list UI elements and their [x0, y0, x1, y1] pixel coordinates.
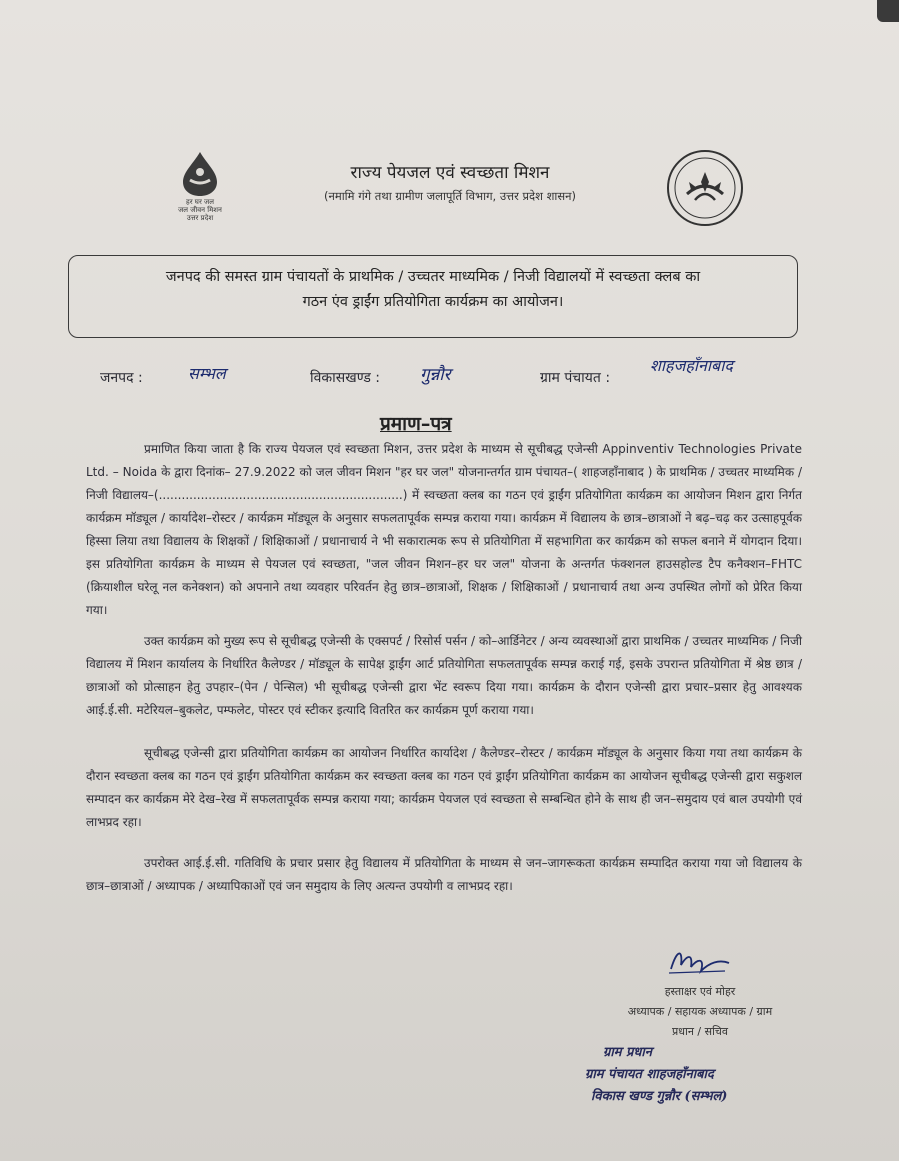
stamp-line-1: ग्राम प्रधान	[603, 1045, 652, 1060]
signature-block	[590, 945, 810, 1042]
district-label: जनपद :	[100, 370, 143, 386]
paragraph-1: प्रमाणित किया जाता है कि राज्य पेयजल एवं स्वच्छता मिशन, उत्तर प्रदेश के माध्यम से सूचीबद्ध एजेन्सी Appinventiv Technologies Private Ltd. – Noida के द्वारा दिनांक– 27.9.2022 को जल जीवन मिशन "हर घर जल" योजनान्तर्गत ग्राम पंचायत–( शाहजहाँनाबाद ) के प्राथमिक / उच्चतर माध्यमिक / निजी विद्यालय–(................................................................) में स्वच्छता क्लब का गठन एवं ड्राईंग प्रतियोगिता कार्यक्रम का आयोजन मिशन द्वारा निर्गत कार्यक्रम मॉड्यूल / कार्यादेश–रोस्टर / कार्यक्रम मॉड्यूल के अनुसार सफलतापूर्वक सम्पन्न कराया गया। कार्यक्रम में विद्यालय के छात्र–छात्राओं ने बढ़–चढ़ कर उत्साहपूर्वक हिस्सा लिया तथा विद्यालय के शिक्षकों / शिक्षिकाओं / प्रधानाचार्य ने भी सकारात्मक रूप से प्रतियोगिता में सहभागिता कर कार्यक्रम को सफल बनाने में योगदान दिया। इस प्रतियोगिता कार्यक्रम के माध्यम से पेयजल एवं स्वच्छता, "जल जीवन मिशन–हर घर जल" योजना के अन्तर्गत फंक्शनल हाउसहोल्ड टैप कनैक्शन–FHTC (क्रियाशील घरेलू नल कनेक्शन) को अपनाने तथा व्यवहार परिवर्तन हेतु छात्र–छात्राओं, शिक्षक / शिक्षिकाओं / प्रधानाचार्य तथा अन्य उपस्थित लोगों को प्रेरित किया गया।	[86, 442, 802, 617]
program-topic-box	[68, 255, 798, 338]
paragraph-2: उक्त कार्यक्रम को मुख्य रूप से सूचीबद्ध एजेन्सी के एक्सपर्ट / रिसोर्स पर्सन / को–आर्डिनेटर / अन्य व्यवस्थाओं द्वारा प्राथमिक / उच्चतर माध्यमिक / निजी विद्यालय में मिशन कार्यालय के निर्धारित कैलेण्डर / मॉड्यूल के सापेक्ष ड्राईंग आर्ट प्रतियोगिता सफलतापूर्वक सम्पन्न कराई गई, इसके उपरान्त प्रतियोगिता में श्रेष्ठ छात्र / छात्राओं को प्रोत्साहन हेतु उपहार–(पेन / पेन्सिल) भी सूचीबद्ध एजेन्सी द्वारा भेंट स्वरूप दिया गया। कार्यक्रम के दौरान एजेन्सी द्वारा प्रचार–प्रसार हेतु आवश्यक आई.ई.सी. मटेरियल–बुकलेट, पम्फलेट, पोस्टर एवं स्टीकर इत्यादि वितरित कर कार्यक्रम पूर्ण कराया गया।	[86, 634, 802, 717]
block-value: गुन्नौर	[420, 365, 451, 385]
har-ghar-jal-logo	[160, 150, 240, 230]
water-drop-icon	[177, 150, 223, 198]
gram-panchayat-value: शाहजहाँनाबाद	[650, 356, 733, 375]
district-value: सम्भल	[188, 364, 226, 383]
location-fields	[100, 356, 820, 392]
logo-caption-3: उत्तर प्रदेश	[186, 214, 214, 222]
paragraph-3: सूचीबद्ध एजेन्सी द्वारा प्रतियोगिता कार्यक्रम का आयोजन निर्धारित कार्यादेश / कैलेण्डर–रोस्टर / कार्यक्रम मॉड्यूल के अनुसार किया गया तथा कार्यक्रम के दौरान स्वच्छता क्लब का गठन एवं ड्राईंग प्रतियोगिता कार्यक्रम कर स्वच्छता क्लब का गठन एवं ड्राईंग प्रतियोगिता कार्यक्रम का आयोजन सूचीबद्ध एजेन्सी द्वारा सकुशल सम्पादन कर कार्यक्रम मेरे देख–रेख में सफलतापूर्वक सम्पन्न कराया गया; कार्यक्रम पेयजल एवं स्वच्छता से सम्बन्धित होने के साथ ही जन–समुदाय एवं बाल उपयोगी एवं लाभप्रद रहा।	[86, 746, 802, 829]
official-stamp	[585, 1042, 815, 1108]
stamp-line-3: विकास खण्ड गुन्नौर (सम्भल)	[591, 1089, 728, 1104]
page-corner-shadow	[877, 0, 899, 22]
gram-panchayat-label: ग्राम पंचायत :	[540, 370, 611, 386]
logo-caption-1: हर घर जल	[186, 198, 214, 206]
mission-subtitle: (नमामि गंगे तथा ग्रामीण जलापूर्ति विभाग, उत्तर प्रदेश शासन)	[323, 189, 577, 203]
paragraph-4: उपरोक्त आई.ई.सी. गतिविधि के प्रचार प्रसार हेतु विद्यालय में प्रतियोगिता के माध्यम से जन–जागरूकता कार्यक्रम सम्पादित कराया गया जो विद्यालय के छात्र–छात्राओं / अध्यापक / अध्यापिकाओं एवं जन समुदाय के लिए अत्यन्त उपयोगी व लाभप्रद रहा।	[86, 856, 802, 893]
logo-caption-2: जल जीवन मिशन	[178, 206, 222, 214]
handwritten-signature	[665, 945, 735, 979]
stamp-line-2: ग्राम पंचायत शाहजहाँनाबाद	[585, 1067, 714, 1082]
header	[240, 160, 660, 204]
topic-line-1: जनपद की समस्त ग्राम पंचायतों के प्राथमिक / उच्चतर माध्यमिक / निजी विद्यालयों में स्वच्छता क्लब का	[165, 269, 701, 285]
topic-line-2: गठन एंव ड्राईंग प्रतियोगिता कार्यक्रम का आयोजन।	[302, 294, 564, 310]
block-label: विकासखण्ड :	[310, 370, 381, 386]
mission-name: राज्य पेयजल एवं स्वच्छता मिशन	[350, 163, 550, 183]
certificate-title: प्रमाण–पत्र	[380, 413, 452, 435]
uttar-pradesh-seal-icon	[665, 148, 745, 228]
signatory-role-2: प्रधान / सचिव	[671, 1025, 729, 1038]
signatory-role-1: अध्यापक / सहायक अध्यापक / ग्राम	[627, 1005, 773, 1018]
signature-label: हस्ताक्षर एवं मोहर	[664, 985, 736, 998]
